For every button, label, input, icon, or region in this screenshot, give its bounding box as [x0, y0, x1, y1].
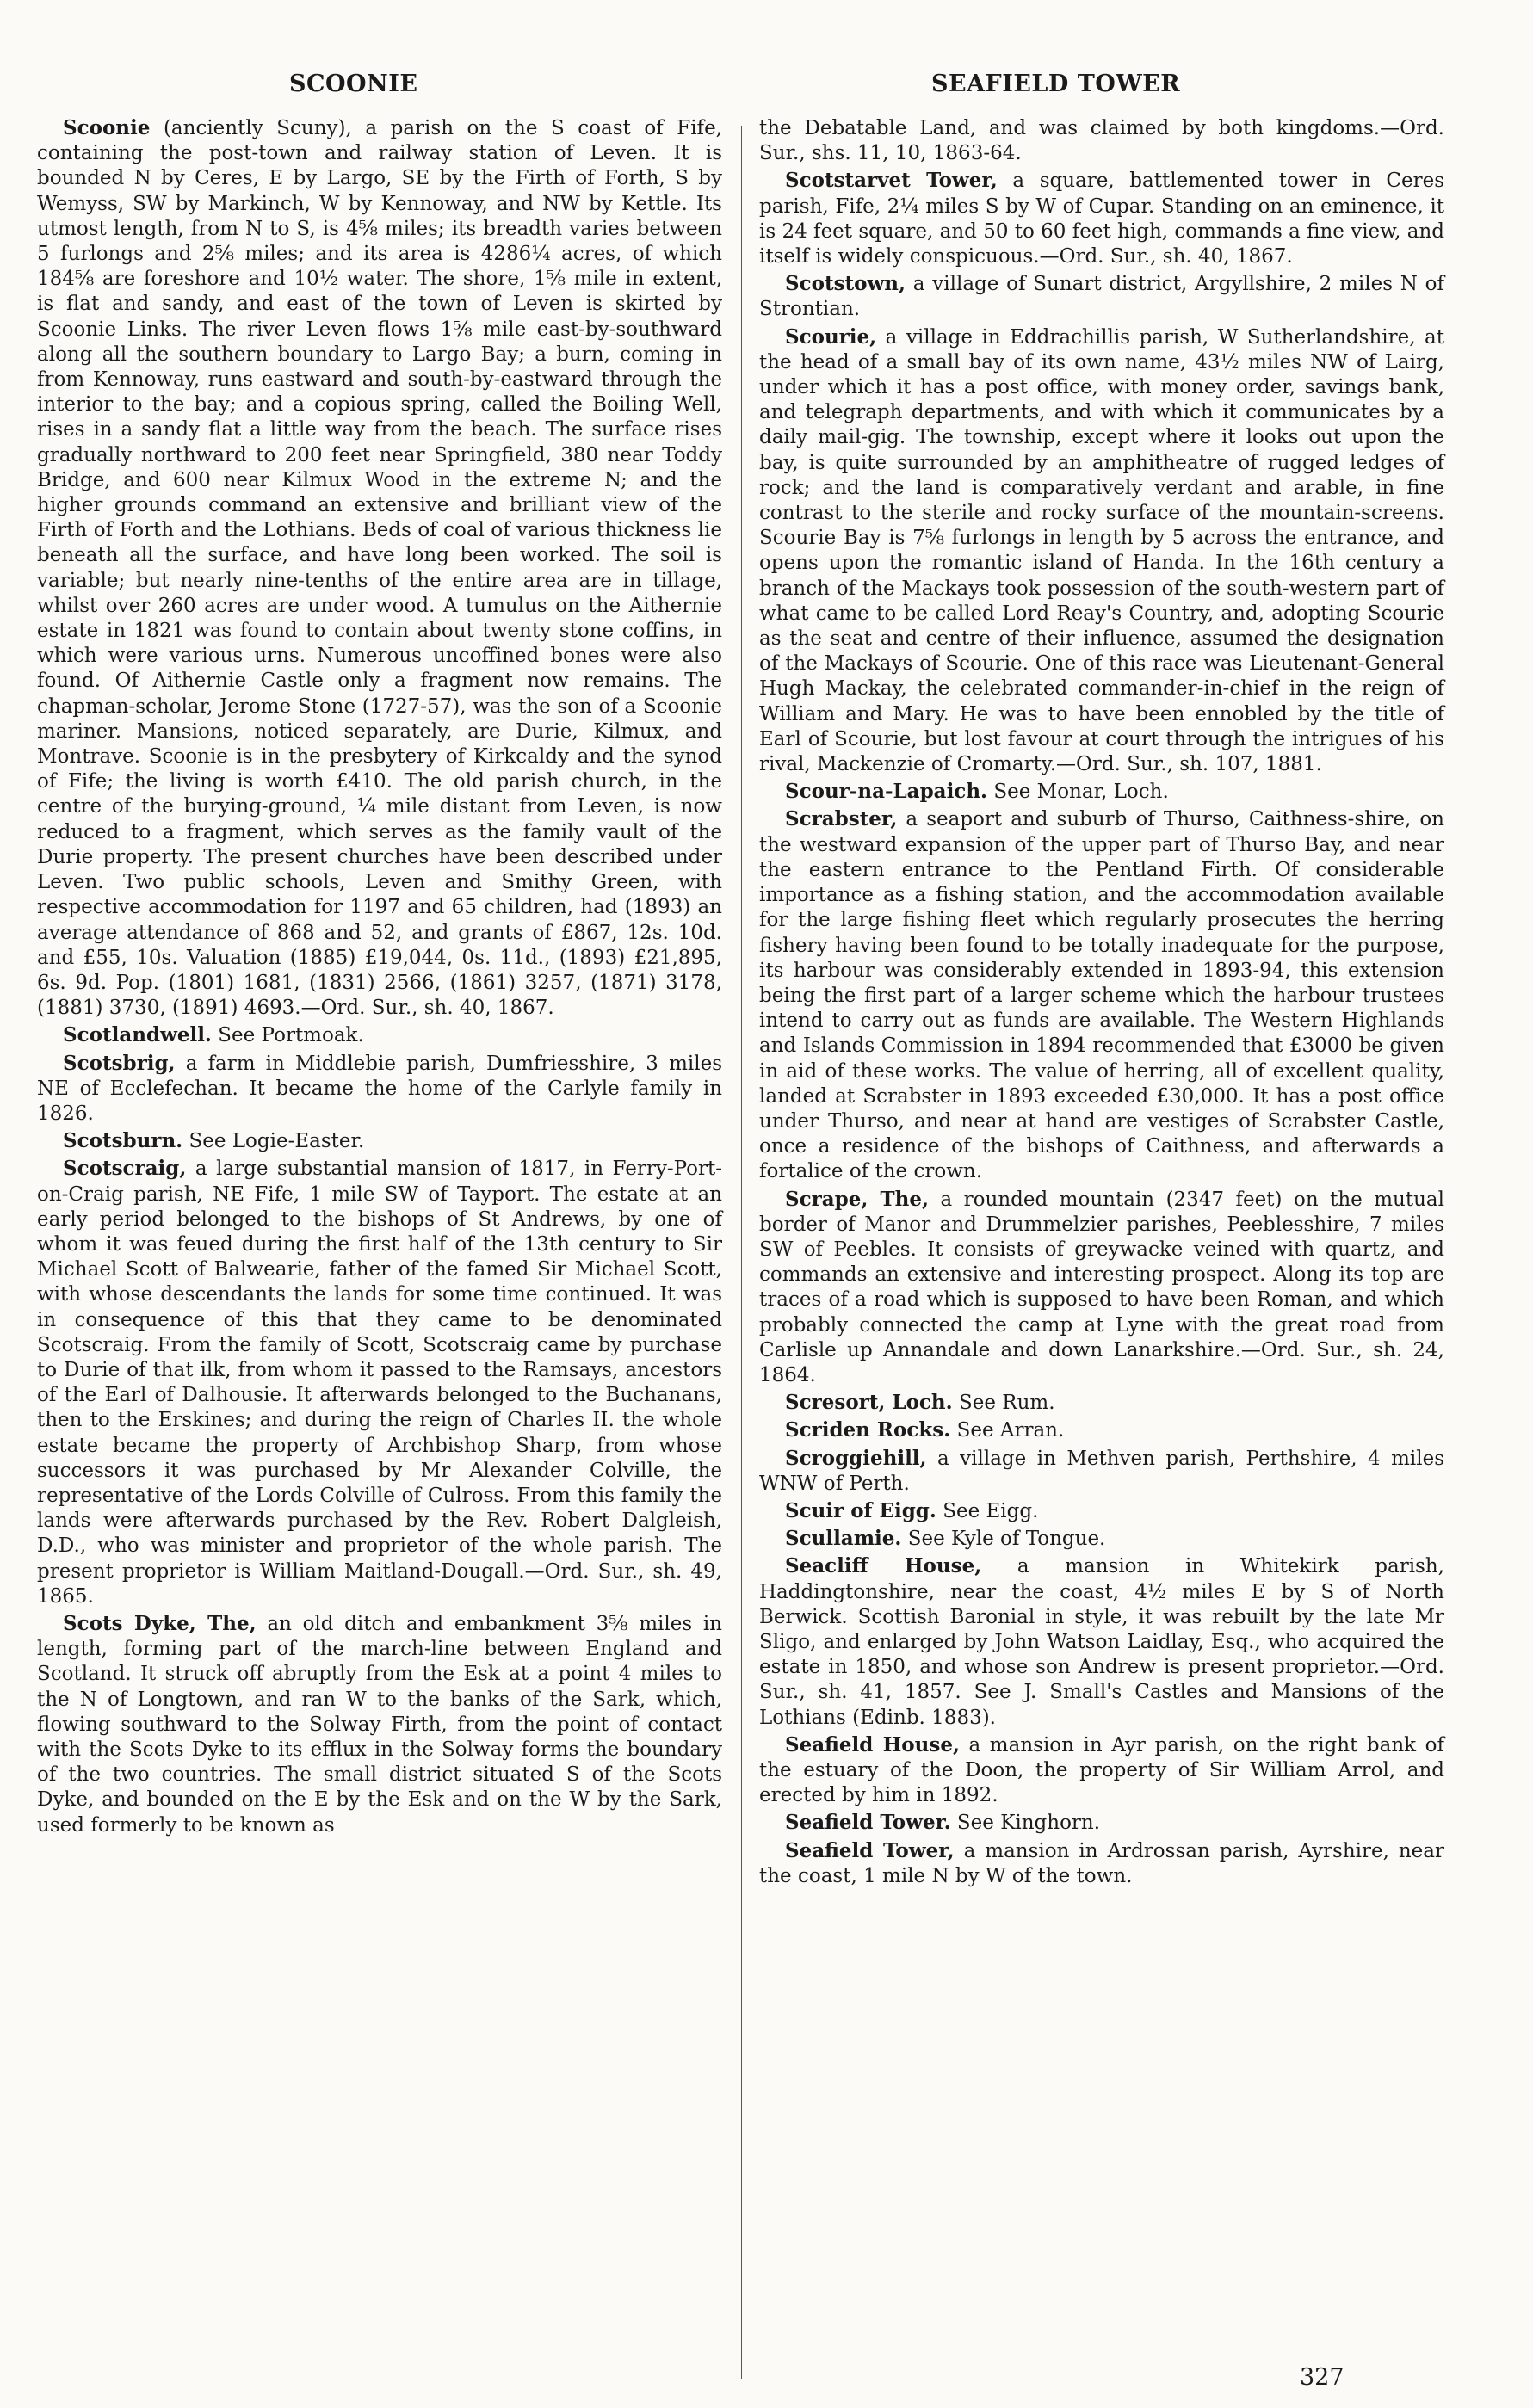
entry-text: a village in Eddrachillis parish, W Sutherlandshire, at the head of a small bay of its own name, 43½ miles NW of Lairg, under which it has a post office, with money order, savings bank, and telegraph departments, and with which it communicates by a daily mail-gig. The township, except where it looks out upon the bay, is quite surrounded by an amphitheatre of rugged ledges of rock; and the land is comparatively verdant and arable, in fine contrast to the sterile and rocky surface of the mountain-screens. Scourie Bay is 7⅝ furlongs in length by 5 across the entrance, and opens upon the romantic island of Handa. In the 16th century a branch of the Mackays took possession of the south-western part of what came to be called Lord Reay's Country, and, adopting Scourie as the seat and centre of their influence, assumed the designation of the Mackays of Scourie. One of this race was Lieutenant-General Hugh Mackay, the celebrated commander-in-chief in the reign of William and Mary. He was to have been ennobled by the title of Earl of Scourie, but lost favour at court through the intrigues of his rival, Mackenzie of Cromarty.—Ord. Sur., sh. 107, 1881. — [759, 325, 1444, 776]
entry-seafield-house — [759, 1732, 1444, 1809]
entry-scriden-rocks — [759, 1417, 1444, 1443]
entry-scotsburn — [37, 1128, 722, 1154]
entry-text: See Kyle of Tongue. — [901, 1528, 1106, 1551]
headword: Scroggiehill, — [785, 1446, 927, 1470]
headword: Scotscraig, — [63, 1157, 187, 1181]
entry-text: a village of Sunart district, Argyllshire, 2 miles N of Strontian. — [759, 273, 1444, 321]
entry-text: See Portmoak. — [211, 1024, 364, 1047]
headword: Scourie, — [785, 324, 877, 349]
running-head-right: SEAFIELD TOWER — [931, 71, 1181, 97]
running-head-left: SCOONIE — [289, 71, 418, 97]
entry-scotstarvet-tower — [759, 168, 1444, 269]
entry-scourie — [759, 324, 1444, 778]
entry-text: See Eigg. — [936, 1499, 1039, 1522]
entry-text: a seaport and suburb of Thurso, Caithness-shire, on the westward expansion of the upper part of Thurso Bay, and near the eastern entrance to the Pentland Firth. Of considerable importance as a fishing station, and the accommodation available for the large fishing fleet which regularly prosecutes the herring fishery having been found to be totally inadequate for the purpose, its harbour was considerably extended in 1893-94, this extension being the first part of a larger scheme which the harbour trustees intend to carry out as funds are available. The Western Highlands and Islands Commission in 1894 recommended that £3000 be given in aid of these works. The value of herring, all of excellent quality, landed at Scrabster in 1893 exceeded £30,000. It has a post office under Thurso, and near at hand are vestiges of Scrabster Castle, once a residence of the bishops of Caithness, and afterwards a fortalice of the crown. — [759, 808, 1444, 1183]
entry-text: See Monar, Loch. — [987, 781, 1169, 804]
entry-text: an old ditch and embankment 3⅝ miles in length, forming part of the march-line between England and Scotland. It struck off abruptly from the Esk at a point 4 miles to the N of Longtown, and ran W to the banks of the Sark, which, flowing southward to the Solway Firth, from the point of contact with the Scots Dyke to its efflux in the Solway forms the boundary of the two countries. The small district situated S of the Scots Dyke, and bounded on the E by the Esk and on the W by the Sark, used formerly to be known as — [37, 1612, 722, 1837]
entry-text: See Arran. — [950, 1419, 1065, 1442]
entry-text: a village in Methven parish, Perthshire, 4 miles WNW of Perth. — [759, 1447, 1444, 1495]
entry-scotscraig — [37, 1156, 722, 1609]
right-column — [759, 115, 1444, 1891]
entry-text: See Rum. — [952, 1392, 1055, 1415]
entry-scour-na-lapaich — [759, 779, 1444, 805]
headword: Seacliff House, — [785, 1554, 982, 1578]
entry-scrape — [759, 1187, 1444, 1389]
entry-scotlandwell — [37, 1022, 722, 1048]
entry-seacliff-house — [759, 1553, 1444, 1730]
entry-text: (anciently Scuny), a parish on the S coast of Fife, containing the post-town and railway station of Leven. It is bounded N by Ceres, E by Largo, SE by the Firth of Forth, S by Wemyss, SW by Markinch, W by Kennoway, and NW by Kettle. Its utmost length, from N to S, is 4⅝ miles; its breadth varies between 5 furlongs and 2⅝ miles; and its area is 4286¼ acres, of which 184⅝ are foreshore and 10½ water. The shore, 1⅝ mile in extent, is flat and sandy, and east of the town of Leven is skirted by Scoonie Links. The river Leven flows 1⅝ mile east-by-southward along all the southern boundary to Largo Bay; a burn, coming in from Kennoway, runs eastward and south-by-eastward through the interior to the bay; and a copious spring, called the Boiling Well, rises in a sandy flat a little way from the beach. The surface rises gradually northward to 200 feet near Springfield, 380 near Toddy Bridge, and 600 near Kilmux Wood in the extreme N; and the higher grounds command an extensive and brilliant view of the Firth of Forth and the Lothians. Beds of coal of various thickness lie beneath all the surface, and have long been worked. The soil is variable; but nearly nine-tenths of the entire area are in tillage, whilst over 260 acres are under wood. A tumulus on the Aithernie estate in 1821 was found to contain about twenty stone coffins, in which were various urns. Numerous uncoffined bones were also found. Of Aithernie Castle only a fragment now remains. The chapman-scholar, Jerome Stone (1727-57), was the son of a Scoonie mariner. Mansions, noticed separately, are Durie, Kilmux, and Montrave. Scoonie is in the presbytery of Kirkcaldy and the synod of Fife; the living is worth £410. The old parish church, in the centre of the burying-ground, ¼ mile distant from Leven, is now reduced to a fragment, which serves as the family vault of the Durie property. The present churches have been described under Leven. Two public schools, Leven and Smithy Green, with respective accommodation for 1197 and 65 children, had (1893) an average attendance of 868 and 52, and grants of £867, 12s. 10d. and £55, 10s. Valuation (1885) £19,044, 0s. 11d., (1893) £21,895, 6s. 9d. Pop. (1801) 1681, (1831) 2566, (1861) 3257, (1871) 3178, (1881) 3730, (1891) 4693.—Ord. Sur., sh. 40, 1867. — [37, 117, 722, 1020]
entry-text: a mansion in Whitekirk parish, Haddingtonshire, near the coast, 4½ miles E by S of North Berwick. Scottish Baronial in style, it was rebuilt by the late Mr Sligo, and enlarged by John Watson Laidlay, Esq., who acquired the estate in 1850, and whose son Andrew is present proprietor.—Ord. Sur., sh. 41, 1857. See J. Small's Castles and Mansions of the Lothians (Edinb. 1883). — [759, 1555, 1444, 1729]
headword: Seafield Tower, — [785, 1838, 955, 1862]
entry-scots-dyke — [37, 1611, 722, 1838]
entry-text: the Debatable Land, and was claimed by both kingdoms.—Ord. Sur., shs. 11, 10, 1863-64. — [759, 117, 1444, 165]
entry-text: See Logie-Easter. — [182, 1130, 365, 1153]
headword: Scots Dyke, The, — [63, 1611, 257, 1635]
headword: Scullamie. — [785, 1527, 902, 1551]
entry-scoonie — [37, 115, 722, 1021]
headword: Scotsbrig, — [63, 1051, 176, 1075]
headword: Scriden Rocks. — [785, 1418, 951, 1442]
entry-scresort-loch — [759, 1390, 1444, 1416]
headword: Scrape, The, — [785, 1187, 930, 1211]
entry-text: a farm in Middlebie parish, Dumfriesshire, 3 miles NE of Ecclefechan. It became the home of the Carlyle family in 1826. — [37, 1052, 722, 1125]
headword: Scour-na-Lapaich. — [785, 780, 988, 804]
entry-scroggiehill — [759, 1446, 1444, 1497]
entry-scrabster — [759, 806, 1444, 1184]
headword: Scotstarvet Tower, — [785, 169, 998, 193]
entry-scotstown — [759, 271, 1444, 322]
entry-scullamie — [759, 1526, 1444, 1552]
entry-text: See Kinghorn. — [950, 1812, 1101, 1835]
entry-scotsbrig — [37, 1051, 722, 1127]
entry-seafield-tower-ardrossan — [759, 1838, 1444, 1889]
entry-text: a rounded mountain (2347 feet) on the mutual border of Manor and Drummelzier parishes, Peeblesshire, 7 miles SW of Peebles. It consists of greywacke veined with quartz, and commands an extensive and interesting prospect. Along its top are traces of a road which is supposed to have been Roman, and which probably connected the camp at Lyne with the great road from Carlisle up Annandale and down Lanarkshire.—Ord. Sur., sh. 24, 1864. — [759, 1188, 1444, 1386]
left-column — [37, 115, 722, 1840]
entry-text: a mansion in Ardrossan parish, Ayrshire, near the coast, 1 mile N by W of the town. — [759, 1839, 1445, 1887]
headword: Seafield House, — [785, 1732, 960, 1757]
entry-text: a mansion in Ayr parish, on the right bank of the estuary of the Doon, the property of Sir William Arrol, and erected by him in 1892. — [759, 1733, 1444, 1807]
headword: Scrabster, — [785, 807, 898, 831]
headword: Scotsburn. — [63, 1129, 183, 1153]
entry-continued — [759, 115, 1444, 166]
entry-seafield-tower-kinghorn — [759, 1810, 1444, 1836]
column-rule — [741, 126, 742, 2379]
headword: Seafield Tower. — [785, 1811, 951, 1835]
headword: Scotlandwell. — [63, 1023, 212, 1047]
page-number: 327 — [1300, 2364, 1344, 2391]
headword: Scoonie — [63, 116, 151, 139]
entry-text: a square, battlemented tower in Ceres parish, Fife, 2¼ miles S by W of Cupar. Standing on an eminence, it is 24 feet square, and 50 to 60 feet high, commands a fine view, and itself is widely conspicuous.—Ord. Sur., sh. 40, 1867. — [759, 170, 1444, 269]
entry-scuir-of-eigg — [759, 1498, 1444, 1524]
entry-text: a large substantial mansion of 1817, in Ferry-Port-on-Craig parish, NE Fife, 1 mile SW of Tayport. The estate at an early period belonged to the bishops of St Andrews, by one of whom it was feued during the first half of the 13th century to Sir Michael Scott of Balwearie, father of the famed Sir Michael Scott, with whose descendants the lands for some time continued. It was in consequence of this that they came to be denominated Scotscraig. From the family of Scott, Scotscraig came by purchase to Durie of that ilk, from whom it passed to the Ramsays, ancestors of the Earl of Dalhousie. It afterwards belonged to the Buchanans, then to the Erskines; and during the reign of Charles II. the whole estate became the property of Archbishop Sharp, from whose successors it was purchased by Mr Alexander Colville, the representative of the Lords Colville of Culross. From this family the lands were afterwards purchased by the Rev. Robert Dalgleish, D.D., who was minister and proprietor of the whole parish. The present proprietor is William Maitland-Dougall.—Ord. Sur., sh. 49, 1865. — [37, 1158, 722, 1608]
headword: Scuir of Eigg. — [785, 1498, 936, 1522]
headword: Scotstown, — [785, 272, 906, 296]
headword: Scresort, Loch. — [785, 1391, 953, 1415]
